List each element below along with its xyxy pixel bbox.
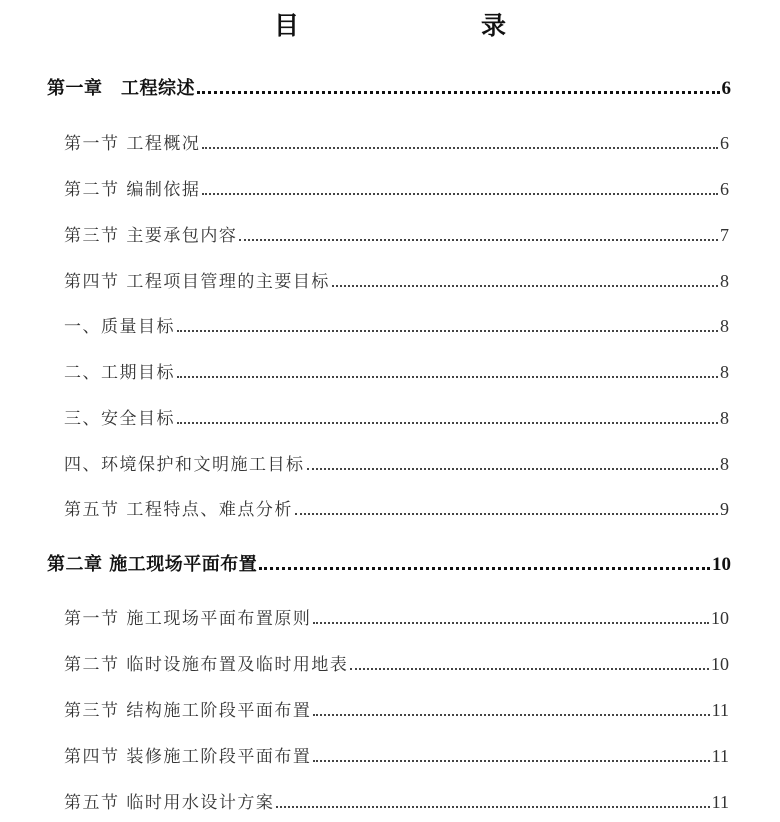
- toc-section-1-4[interactable]: [64, 267, 729, 292]
- dot-leader: [239, 239, 718, 241]
- dot-leader: [313, 622, 709, 624]
- dot-leader: [313, 760, 709, 762]
- toc-entry-label: 第一节 施工现场平面布置原则: [64, 609, 312, 629]
- toc-section-1-5[interactable]: [64, 495, 729, 520]
- toc-section-2-1[interactable]: [64, 604, 729, 629]
- toc-entry-label: 第二章 施工现场平面布置: [47, 554, 258, 575]
- toc-page-number: 8: [720, 362, 729, 382]
- toc-entry-label: 二、工期目标: [64, 363, 175, 383]
- dot-leader: [177, 422, 718, 424]
- dot-leader: [197, 91, 720, 94]
- toc-entry-label: 第三节 主要承包内容: [64, 226, 238, 246]
- toc-page-number: 11: [711, 746, 729, 766]
- toc-item-environment-target[interactable]: [64, 450, 729, 475]
- dot-leader: [332, 285, 718, 287]
- dot-leader: [295, 513, 718, 515]
- toc-entry-label: 一、质量目标: [64, 317, 175, 337]
- toc-entry-label: 四、环境保护和文明施工目标: [64, 455, 305, 475]
- toc-entry-label: 第二节 临时设施布置及临时用地表: [64, 655, 349, 675]
- toc-entry-label: 第三节 结构施工阶段平面布置: [64, 701, 312, 721]
- toc-page-number: 8: [720, 271, 729, 291]
- toc-entry-label: 第二节 编制依据: [64, 180, 201, 200]
- toc-page-number: 7: [720, 225, 729, 245]
- dot-leader: [177, 330, 718, 332]
- toc-page-number: 6: [720, 179, 729, 199]
- toc-section-1-3[interactable]: [64, 221, 729, 246]
- toc-section-2-4[interactable]: [64, 742, 729, 767]
- dot-leader: [350, 668, 709, 670]
- toc-page-number: 10: [711, 608, 729, 628]
- toc-section-2-3[interactable]: [64, 696, 729, 721]
- toc-section-2-2[interactable]: [64, 650, 729, 675]
- dot-leader: [202, 147, 718, 149]
- toc-entry-label: 第四节 工程项目管理的主要目标: [64, 272, 330, 292]
- toc-page-number: 6: [721, 78, 731, 99]
- toc-page-number: 8: [720, 454, 729, 474]
- toc-section-1-2[interactable]: [64, 175, 729, 200]
- toc-entry-label: 第一节 工程概况: [64, 134, 201, 154]
- toc-page-number: 11: [711, 792, 729, 812]
- dot-leader: [202, 193, 718, 195]
- toc-title: 目 录: [273, 11, 550, 40]
- dot-leader: [313, 714, 709, 716]
- toc-page-number: 8: [720, 316, 729, 336]
- toc-chapter-1[interactable]: [47, 74, 731, 100]
- toc-page-number: 10: [711, 654, 729, 674]
- dot-leader: [177, 376, 718, 378]
- toc-page-number: 11: [711, 700, 729, 720]
- toc-section-1-1[interactable]: [64, 129, 729, 154]
- toc-section-2-5[interactable]: [64, 788, 729, 813]
- toc-page-number: 9: [720, 499, 729, 519]
- toc-item-schedule-target[interactable]: [64, 358, 729, 383]
- toc-entry-label: 第四节 装修施工阶段平面布置: [64, 747, 312, 767]
- toc-entry-label: 第一章 工程综述: [47, 78, 195, 99]
- toc-entry-label: 第五节 临时用水设计方案: [64, 793, 275, 813]
- toc-item-safety-target[interactable]: [64, 404, 729, 429]
- dot-leader: [307, 468, 719, 470]
- dot-leader: [259, 567, 710, 570]
- toc-page-number: 10: [712, 554, 731, 575]
- dot-leader: [276, 806, 709, 808]
- toc-page-number: 8: [720, 408, 729, 428]
- toc-page-number: 6: [720, 133, 729, 153]
- toc-chapter-2[interactable]: [47, 550, 731, 576]
- toc-item-quality-target[interactable]: [64, 312, 729, 337]
- toc-entry-label: 三、安全目标: [64, 409, 175, 429]
- toc-entry-label: 第五节 工程特点、难点分析: [64, 500, 293, 520]
